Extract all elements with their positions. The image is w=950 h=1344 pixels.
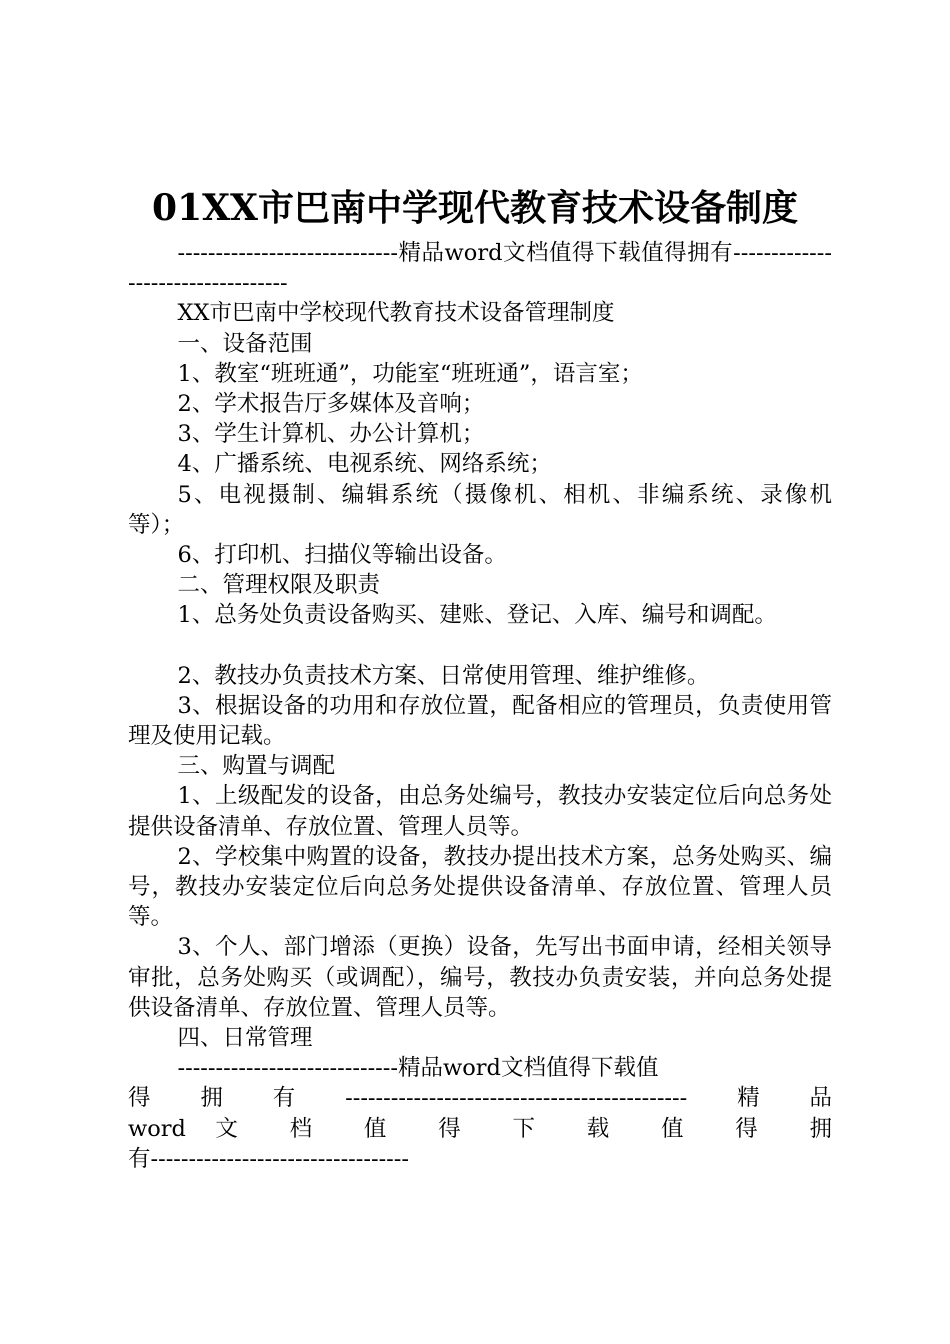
list-item: 5、电视摄制、编辑系统（摄像机、相机、非编系统、录像机等）； (128, 481, 832, 538)
section-heading: 二、管理权限及职责 (177, 572, 381, 599)
section-heading: 三、购置与调配 (177, 753, 336, 780)
list-item: 6、打印机、扫描仪等输出设备。 (177, 542, 507, 569)
footer-line: word 文 档 值 得 下 载 值 得 拥 (128, 1115, 832, 1142)
list-item: 2、学校集中购置的设备，教技办提出技术方案，总务处购买、编号，教技办安装定位后向总务处提供设备清单、存放位置、管理人员等。 (128, 843, 832, 931)
footer-line: 有---------------------------------- (128, 1145, 409, 1172)
list-item: 3、学生计算机、办公计算机； (177, 421, 485, 448)
document-title: 01XX市巴南中学现代教育技术设备制度 (152, 187, 798, 229)
document-body (128, 238, 832, 1174)
list-item: 3、根据设备的功用和存放位置，配备相应的管理员，负责使用管理及使用记载。 (128, 692, 832, 750)
list-item: 1、上级配发的设备，由总务处编号，教技办安装定位后向总务处提供设备清单、存放位置、管理人员等。 (128, 783, 832, 840)
list-item: 2、学术报告厅多媒体及音响； (177, 391, 485, 418)
list-item: 1、总务处负责设备购买、建账、登记、入库、编号和调配。 (177, 602, 777, 629)
blank-line (128, 631, 832, 661)
section-heading: 一、设备范围 (177, 330, 313, 357)
section-heading: 四、日常管理 (177, 1025, 313, 1052)
footer-line: 得拥有---------------------------------------------精品 (128, 1085, 832, 1112)
footer-line: -----------------------------精品word文档值得下载值 (177, 1055, 659, 1082)
footer-banner (128, 1053, 832, 1174)
list-item: 4、广播系统、电视系统、网络系统； (177, 451, 552, 478)
subtitle: XX市巴南中学校现代教育技术设备管理制度 (177, 300, 615, 327)
header-banner: -----------------------------精品word文档值得下载值得拥有---------------------------------- (128, 240, 832, 297)
list-item: 1、教室“班班通”，功能室“班班通”，语言室； (177, 360, 643, 387)
list-item: 2、教技办负责技术方案、日常使用管理、维护维修。 (177, 662, 710, 689)
list-item: 3、个人、部门增添（更换）设备，先写出书面申请，经相关领导审批，总务处购买（或调配），编号，教技办负责安装，并向总务处提供设备清单、存放位置、管理人员等。 (128, 934, 832, 1021)
